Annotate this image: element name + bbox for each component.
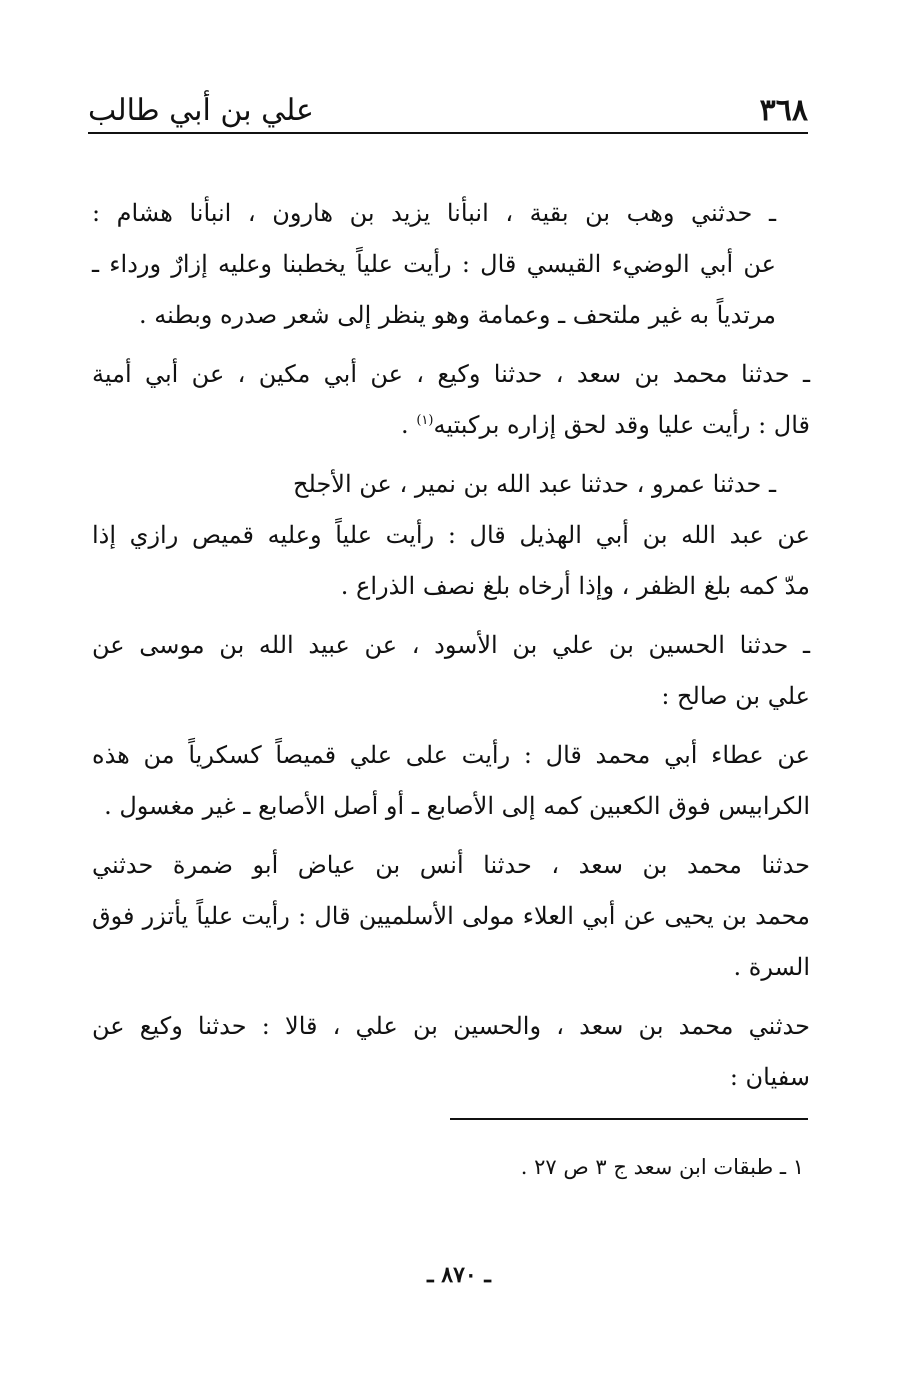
page-header: [88, 80, 808, 126]
header-rule: [88, 132, 808, 134]
text-segment: .: [401, 411, 417, 439]
paragraph-3: [92, 459, 810, 510]
main-text: [92, 188, 810, 1111]
text-line: عن أبي الوضيء القيسي قال : رأيت علياً يخطبنا وعليه إزارٌ ورداء ـ: [92, 250, 776, 278]
text-line: ـ حدثنا الحسين بن علي بن الأسود ، عن عبيد الله بن موسى عن: [92, 631, 810, 659]
text-line: السرة .: [733, 953, 810, 981]
footnote: ١ ـ طبقات ابن سعد ج ٣ ص ٢٧ .: [520, 1155, 804, 1179]
text-line: مدّ كمه بلغ الظفر ، وإذا أرخاه بلغ نصف الذراع .: [340, 572, 810, 600]
folio-number: ـ ٨٧٠ ـ: [427, 1262, 491, 1288]
paragraph-5: [92, 730, 810, 832]
text-line: عن عطاء أبي محمد قال : رأيت على علي قميصاً كسكرياً من هذه: [92, 741, 810, 769]
text-line: محمد بن يحيى عن أبي العلاء مولى الأسلميين قال : رأيت علياً يأتزر فوق: [92, 902, 810, 930]
text-line: مرتدياً به غير ملتحف ـ وعمامة وهو ينظر إلى شعر صدره وبطنه .: [139, 301, 776, 329]
paragraph-6: [92, 840, 810, 993]
text-line: سفيان :: [729, 1063, 810, 1091]
paragraph-4: [92, 620, 810, 722]
text-segment: قال : رأيت عليا وقد لحق إزاره بركبتيه: [433, 411, 810, 439]
text-line: حدثنا محمد بن سعد ، حدثنا أنس بن عياض أبو ضمرة حدثني: [92, 851, 810, 879]
page-number: ٣٦٨: [759, 93, 808, 128]
running-title: علي بن أبي طالب: [88, 93, 314, 128]
text-line: عن عبد الله بن أبي الهذيل قال : رأيت علياً وعليه قميص رازي إذا: [92, 521, 810, 549]
text-line: ـ حدثني وهب بن بقية ، انبأنا يزيد بن هارون ، انبأنا هشام :: [92, 199, 776, 227]
paragraph-7: [92, 1001, 810, 1103]
text-line: الكرابيس فوق الكعبين كمه إلى الأصابع ـ أو أصل الأصابع ـ غير مغسول .: [104, 792, 810, 820]
footnote-rule: [450, 1118, 808, 1120]
text-line: ـ حدثنا عمرو ، حدثنا عبد الله بن نمير ، عن الأجلح: [293, 470, 776, 498]
text-line: علي بن صالح :: [661, 682, 810, 710]
paragraph-2: [92, 349, 810, 451]
text-line-with-footnote: [92, 400, 810, 451]
text-line: حدثني محمد بن سعد ، والحسين بن علي ، قالا : حدثنا وكيع عن: [92, 1012, 810, 1040]
paragraph-1: [92, 188, 810, 341]
paragraph-3-continued: [92, 510, 810, 612]
text-line: ـ حدثنا محمد بن سعد ، حدثنا وكيع ، عن أبي مكين ، عن أبي أمية: [92, 360, 810, 388]
footnote-mark: (١): [416, 413, 434, 428]
